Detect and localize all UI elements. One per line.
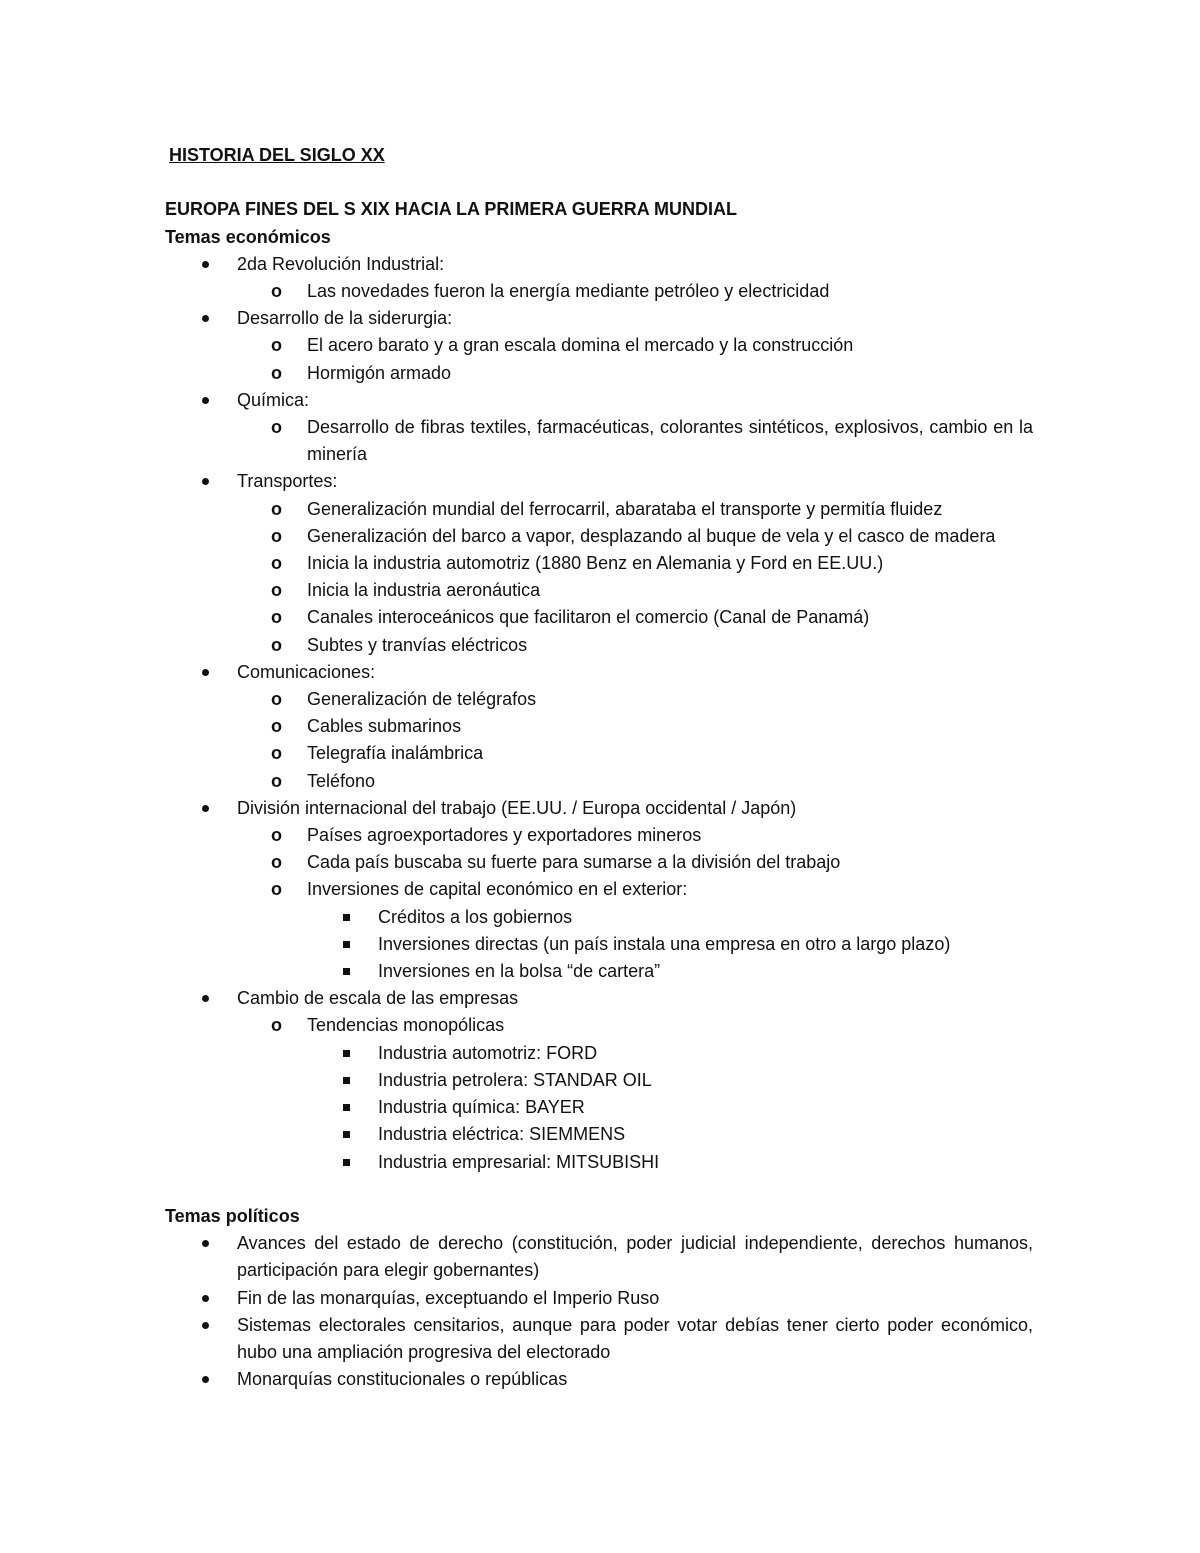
bullet-circle-glyph: o [271,716,282,737]
bullet-circle-marker [271,577,307,604]
bullet-circle-marker [271,414,307,468]
bullet-dot-icon [201,795,237,822]
bullet-text: Generalización mundial del ferrocarril, abarataba el transporte y permitía fluidez [307,498,943,519]
bullet-text: Las novedades fueron la energía mediante petróleo y electricidad [307,281,830,301]
bullet-text: Teléfono [307,770,376,791]
political-topics-list [165,1230,1033,1393]
bullet-dot-icon [201,305,237,332]
bullet-text: Inversiones directas (un país instala una empresa en otro a largo plazo) [378,933,951,954]
sub-bullet-item [165,713,1033,740]
bullet-square-icon [342,958,378,985]
bullet-text: Subtes y tranvías eléctricos [307,634,528,655]
bullet-circle-marker [271,876,307,903]
sub-sub-bullet-item [165,1149,1033,1176]
bullet-item [165,387,1033,414]
bullet-square-icon [342,904,378,931]
bullet-text: Industria automotriz: FORD [378,1042,598,1063]
sub-sub-bullet-item [165,1094,1033,1121]
sub-bullet-item [165,577,1033,604]
bullet-text: Avances del estado de derecho (constitución, poder judicial independiente, derechos humanos, participación para elegir gobernantes) [237,1233,1033,1281]
bullet-circle-glyph: o [271,852,282,873]
bullet-text: Inversiones de capital económico en el exterior: [307,879,688,900]
sub-bullet-item [165,278,1033,305]
bullet-text: Cada país buscaba su fuerte para sumarse a la división del trabajo [307,852,841,873]
bullet-dot-shape [202,478,209,485]
bullet-square-shape [343,968,350,975]
sub-bullet-item [165,550,1033,577]
bullet-text: Inicia la industria automotriz (1880 Benz en Alemania y Ford en EE.UU.) [307,553,884,574]
bullet-circle-glyph: o [271,825,282,846]
bullet-circle-glyph: o [271,879,282,900]
bullet-text: Países agroexportadores y exportadores mineros [307,825,702,846]
bullet-circle-marker [271,496,307,523]
bullet-text: Tendencias monopólicas [307,1015,505,1036]
bullet-circle-marker [271,822,307,849]
bullet-item [165,305,1033,332]
economic-topics-list [165,251,1033,1176]
bullet-circle-glyph: o [271,607,282,628]
bullet-circle-glyph: o [271,580,282,601]
bullet-circle-marker [271,713,307,740]
bullet-square-shape [343,914,350,921]
bullet-dot-shape [202,315,209,322]
bullet-dot-shape [202,1376,209,1383]
document-body [165,142,1033,1393]
bullet-item [165,795,1033,822]
bullet-circle-glyph: o [271,770,282,791]
bullet-item [165,468,1033,495]
bullet-text: Fin de las monarquías, exceptuando el Imperio Ruso [237,1287,660,1308]
bullet-dot-shape [202,669,209,676]
bullet-text: Desarrollo de la siderurgia: [237,308,453,329]
section-heading: EUROPA FINES DEL S XIX HACIA LA PRIMERA GUERRA MUNDIAL [165,199,738,220]
bullet-text: Créditos a los gobiernos [378,906,573,927]
sub-bullet-item [165,849,1033,876]
bullet-dot-shape [202,261,209,268]
bullet-dot-icon [201,1312,237,1366]
bullet-circle-glyph: o [271,417,282,438]
bullet-text: División internacional del trabajo (EE.UU. / Europa occidental / Japón) [237,797,797,818]
bullet-item [165,1230,1033,1284]
bullet-text: Industria eléctrica: SIEMMENS [378,1124,626,1145]
bullet-circle-glyph: o [271,281,282,301]
bullet-text: Cables submarinos [307,716,462,737]
sub-bullet-item [165,332,1033,359]
sub-bullet-item [165,632,1033,659]
bullet-text: Transportes: [237,471,338,492]
bullet-text: Generalización de telégrafos [307,689,537,710]
bullet-dot-shape [202,805,209,812]
political-topics-heading: Temas políticos [165,1205,300,1226]
sub-sub-bullet-item [165,931,1033,958]
document-title: HISTORIA DEL SIGLO XX [169,145,385,165]
bullet-square-shape [343,1104,350,1111]
bullet-square-icon [342,1121,378,1148]
bullet-square-icon [342,1040,378,1067]
bullet-circle-glyph: o [271,634,282,655]
bullet-dot-icon [201,1366,237,1393]
bullet-square-icon [342,1149,378,1176]
bullet-text: Desarrollo de fibras textiles, farmacéuticas, colorantes sintéticos, explosivos, cambio en la minería [307,417,1033,465]
bullet-circle-marker [271,1012,307,1039]
bullet-dot-icon [201,251,237,278]
sub-bullet-item [165,496,1033,523]
sub-sub-bullet-item [165,1040,1033,1067]
bullet-circle-marker [271,278,307,305]
bullet-circle-marker [271,360,307,387]
bullet-circle-marker [271,632,307,659]
bullet-text: Química: [237,389,310,410]
bullet-circle-marker [271,332,307,359]
sub-bullet-item [165,740,1033,767]
sub-bullet-item [165,604,1033,631]
bullet-circle-glyph: o [271,553,282,574]
bullet-item [165,1285,1033,1312]
sub-sub-bullet-item [165,958,1033,985]
bullet-square-shape [343,1159,350,1166]
bullet-dot-shape [202,1322,209,1329]
sub-bullet-item [165,414,1033,468]
bullet-text: Telegrafía inalámbrica [307,743,484,764]
blank-line [165,1176,1033,1203]
bullet-circle-marker [271,686,307,713]
bullet-text: Generalización del barco a vapor, desplazando al buque de vela y el casco de madera [307,525,996,546]
bullet-circle-glyph: o [271,525,282,546]
bullet-dot-icon [201,468,237,495]
bullet-dot-icon [201,985,237,1012]
bullet-item [165,1366,1033,1393]
sub-bullet-item [165,876,1033,903]
bullet-square-icon [342,1094,378,1121]
bullet-item [165,1312,1033,1366]
bullet-square-icon [342,1067,378,1094]
sub-bullet-item [165,822,1033,849]
bullet-text: Cambio de escala de las empresas [237,988,519,1009]
bullet-item [165,985,1033,1012]
bullet-text: Monarquías constitucionales o repúblicas [237,1369,568,1390]
bullet-circle-glyph: o [271,335,282,356]
bullet-square-shape [343,1131,350,1138]
sub-bullet-item [165,768,1033,795]
bullet-text: Hormigón armado [307,362,452,383]
blank-line [165,169,1033,196]
bullet-text: 2da Revolución Industrial: [237,253,445,274]
bullet-text: El acero barato y a gran escala domina el mercado y la construcción [307,335,854,356]
sub-bullet-item [165,523,1033,550]
bullet-text: Inversiones en la bolsa “de cartera” [378,961,661,982]
bullet-circle-marker [271,550,307,577]
bullet-square-icon [342,931,378,958]
bullet-circle-glyph: o [271,743,282,764]
bullet-text: Industria química: BAYER [378,1097,585,1118]
bullet-dot-icon [201,1230,237,1284]
bullet-dot-icon [201,659,237,686]
sub-bullet-item [165,360,1033,387]
bullet-dot-shape [202,1295,209,1302]
bullet-dot-icon [201,387,237,414]
bullet-square-shape [343,1077,350,1084]
bullet-circle-glyph: o [271,362,282,383]
bullet-item [165,659,1033,686]
bullet-dot-shape [202,1240,209,1247]
sub-bullet-item [165,686,1033,713]
bullet-text: Industria empresarial: MITSUBISHI [378,1151,660,1172]
bullet-circle-marker [271,523,307,550]
bullet-circle-marker [271,768,307,795]
bullet-square-shape [343,941,350,948]
bullet-dot-icon [201,1285,237,1312]
bullet-text: Canales interoceánicos que facilitaron el comercio (Canal de Panamá) [307,607,870,628]
bullet-item [165,251,1033,278]
bullet-circle-glyph: o [271,689,282,710]
bullet-circle-marker [271,604,307,631]
bullet-circle-glyph: o [271,1015,282,1036]
bullet-circle-marker [271,740,307,767]
bullet-square-shape [343,1050,350,1057]
bullet-dot-shape [202,397,209,404]
sub-bullet-item [165,1012,1033,1039]
bullet-text: Comunicaciones: [237,661,376,682]
bullet-text: Industria petrolera: STANDAR OIL [378,1069,652,1090]
sub-sub-bullet-item [165,904,1033,931]
bullet-dot-shape [202,995,209,1002]
bullet-circle-glyph: o [271,498,282,519]
sub-sub-bullet-item [165,1121,1033,1148]
sub-sub-bullet-item [165,1067,1033,1094]
economic-topics-heading: Temas económicos [165,226,331,247]
bullet-text: Sistemas electorales censitarios, aunque para poder votar debías tener cierto poder económico, hubo una ampliación progresiva del electorado [237,1314,1033,1362]
bullet-text: Inicia la industria aeronáutica [307,580,541,601]
bullet-circle-marker [271,849,307,876]
